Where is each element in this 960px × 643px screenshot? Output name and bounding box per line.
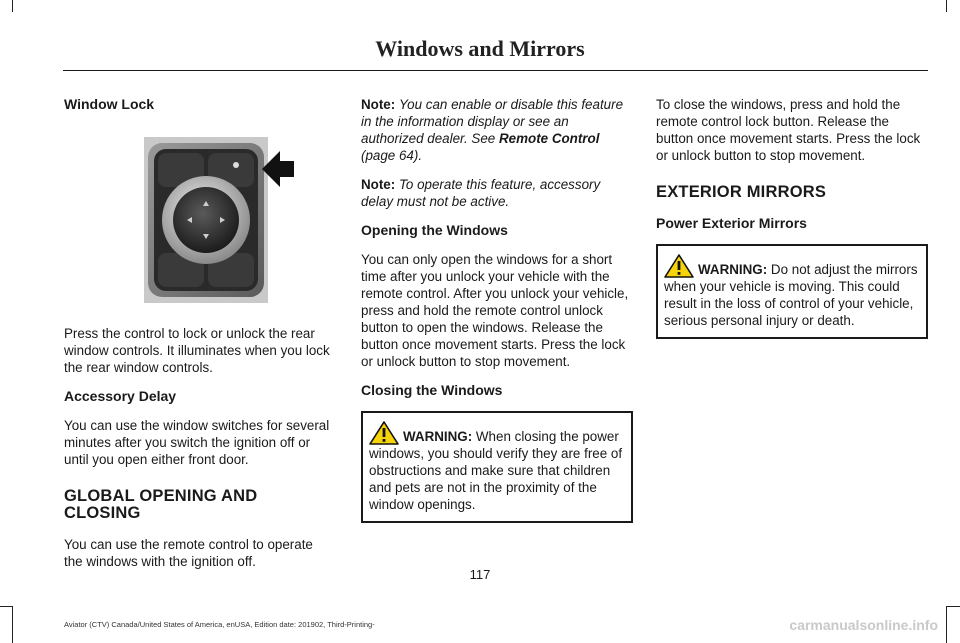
warning-text: Do not adjust the mirrors when your vehicle is moving. This could result in the loss of control of your vehicle, serious personal injury or death.	[664, 262, 918, 328]
column-left	[64, 96, 334, 582]
watermark: carmanualsonline.info	[789, 617, 938, 633]
heading-window-lock: Window Lock	[64, 96, 155, 112]
warning-text: When closing the power windows, you should verify they are free of obstructions and make sure that children and pets are not in the proximity of the window openings.	[369, 429, 623, 512]
heading-exterior-mirrors: EXTERIOR MIRRORS	[656, 183, 827, 201]
warning-label: WARNING:	[403, 429, 473, 444]
heading-power-mirrors: Power Exterior Mirrors	[656, 215, 807, 231]
note-page-ref: (page 64).	[361, 148, 423, 163]
note-text: You can enable or disable this feature in the information display or see an authorized dealer. See	[361, 97, 624, 146]
p-accessory-delay: You can use the window switches for several minutes after you switch the ignition off or until you open either front door.	[64, 418, 330, 467]
page-number: 117	[469, 567, 491, 582]
column-middle	[361, 96, 633, 535]
heading-global-opening: GLOBAL OPENING AND CLOSING	[64, 487, 258, 522]
warning-triangle-icon	[369, 421, 399, 445]
crop-mark	[0, 606, 12, 607]
p-global-opening: You can use the remote control to operate the windows with the ignition off.	[64, 537, 313, 569]
note-accessory	[361, 176, 633, 210]
crop-mark	[946, 0, 947, 12]
crop-mark	[12, 0, 13, 12]
crop-mark	[946, 606, 960, 607]
note-label: Note:	[361, 97, 396, 112]
heading-accessory-delay: Accessory Delay	[64, 388, 177, 404]
remote-control-link[interactable]: Remote Control	[498, 131, 600, 146]
note-feature	[361, 96, 633, 164]
note-label: Note:	[361, 177, 396, 192]
crop-mark	[946, 606, 947, 643]
column-right	[656, 96, 928, 351]
note-text: To operate this feature, accessory delay must not be active.	[361, 177, 601, 209]
warning-box-closing	[361, 411, 633, 523]
p-close-windows: To close the windows, press and hold the remote control lock button. Release the button once movement starts. Press the lock or unlock button to stop movement.	[656, 97, 921, 163]
p-window-lock: Press the control to lock or unlock the rear window controls. It illuminates when you lock the rear window controls.	[64, 326, 330, 375]
heading-closing-windows: Closing the Windows	[361, 382, 503, 398]
window-lock-control-image	[144, 137, 268, 303]
pointer-arrow-icon	[262, 151, 294, 187]
footer-edition: Aviator (CTV) Canada/United States of America, enUSA, Edition date: 201902, Third-Printing-	[64, 620, 375, 629]
header-rule	[63, 70, 928, 71]
heading-opening-windows: Opening the Windows	[361, 222, 508, 238]
page-title: Windows and Mirrors	[375, 36, 585, 61]
p-opening-windows: You can only open the windows for a short time after you unlock your vehicle with the remote control. After you unlock your vehicle, press and hold the remote control unlock button to open the windows. Release the button once movement starts. Press the lock or unlock button to stop movement.	[361, 252, 629, 369]
warning-label: WARNING:	[698, 262, 768, 277]
crop-mark	[12, 606, 13, 643]
warning-box-mirrors	[656, 244, 928, 339]
warning-triangle-icon	[664, 254, 694, 278]
